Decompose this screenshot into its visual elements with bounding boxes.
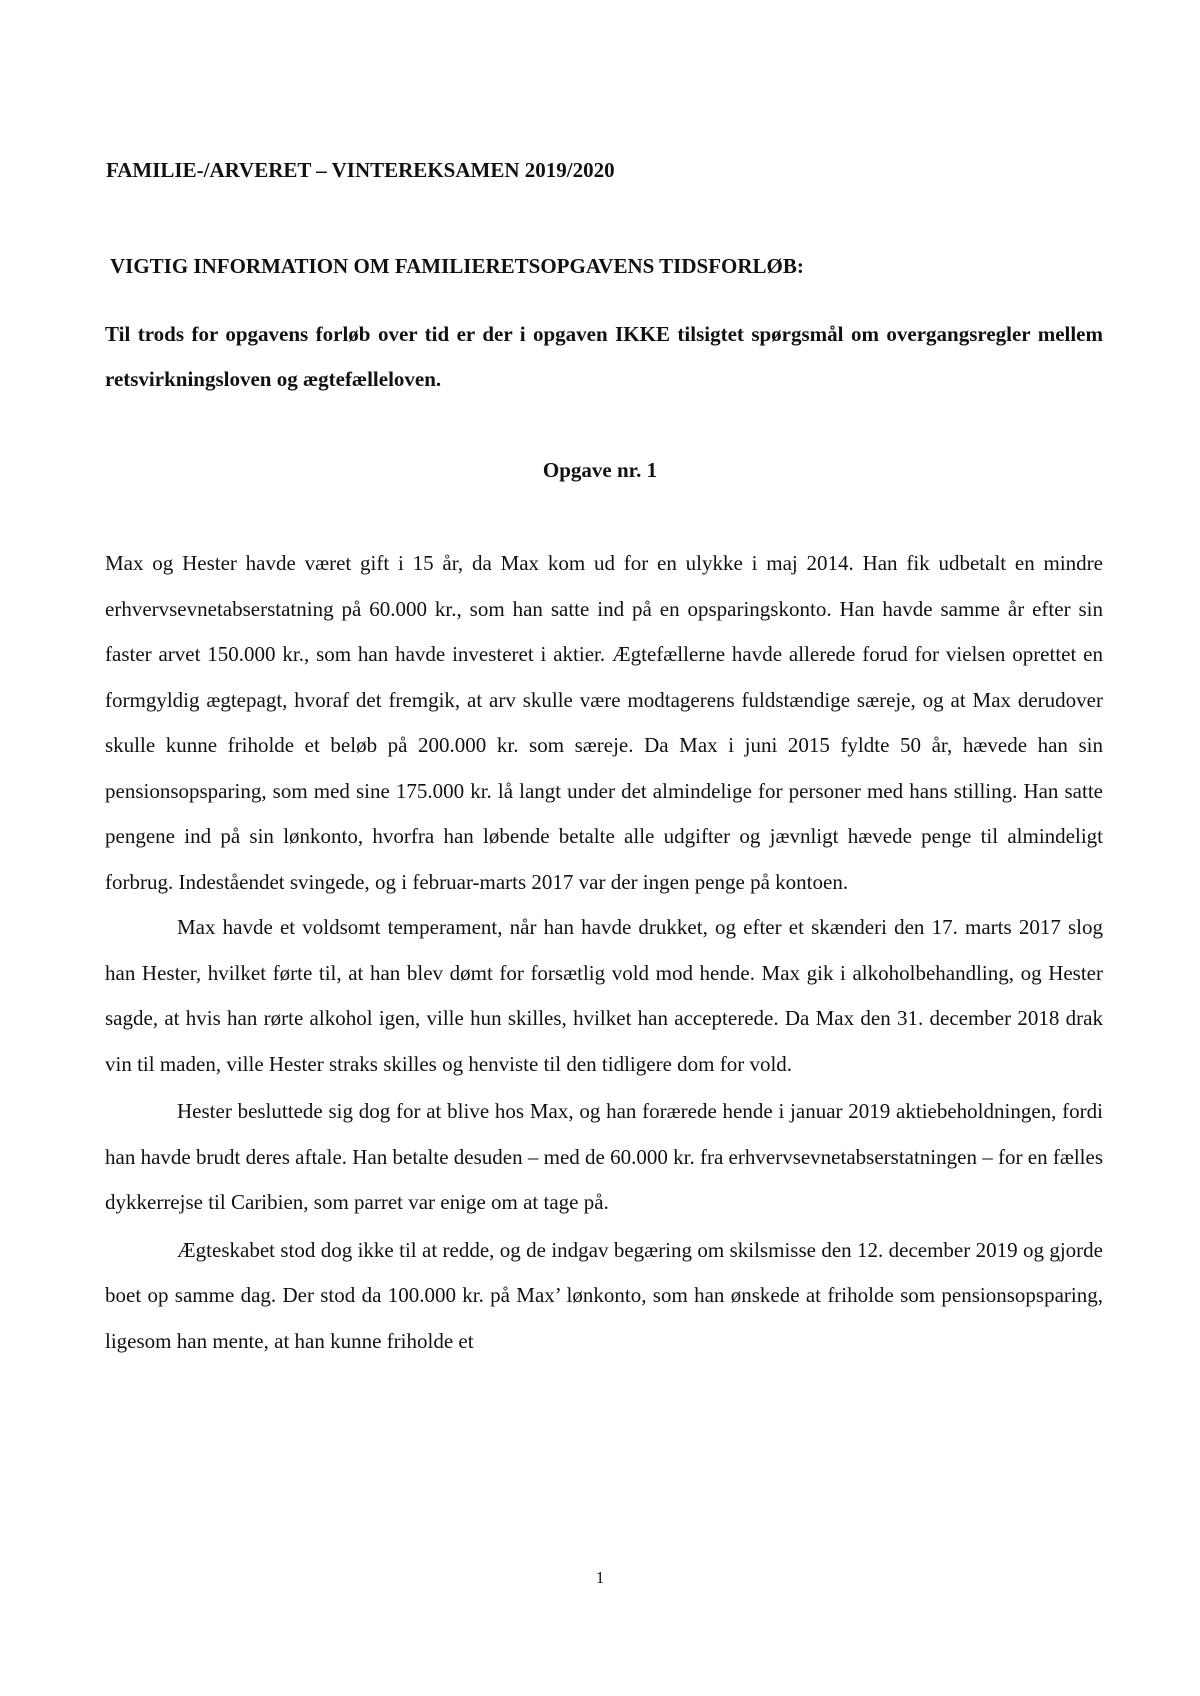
- case-paragraph-4: Ægteskabet stod dog ikke til at redde, og de indgav begæring om skilsmisse den 12. december 2019 og gjorde boet op samme dag. Der stod da 100.000 kr. på Max’ lønkonto, som han ønskede at friholde som pensionsopsparing, ligesom han mente, at han kunne friholde et: [105, 1237, 1103, 1353]
- case-paragraph-1: Max og Hester havde været gift i 15 år, da Max kom ud for en ulykke i maj 2014. Han fik udbetalt en mindre erhvervsevnetabserstatning på 60.000 kr., som han satte ind på en opsparingskonto. Han havde samme år efter sin faster arvet 150.000 kr., som han havde investeret i aktier. Ægtefællerne havde allerede forud for vielsen oprettet en formgyldig ægtepagt, hvoraf det fremgik, at arv skulle være modtagerens fuldstændige særeje, og at Max derudover skulle kunne friholde et beløb på 200.000 kr. som særeje. Da Max i juni 2015 fyldte 50 år, hævede han sin pensionsopsparing, som med sine 175.000 kr. lå langt under det almindelige for personer med hans stilling. Han satte pengene ind på sin lønkonto, hvorfra han løbende betalte alle udgifter og jævnligt hævede penge til almindeligt forbrug. Indeståendet svingede, og i februar-marts 2017 var der ingen penge på kontoen.: [105, 551, 1103, 894]
- case-paragraph-3: Hester besluttede sig dog for at blive hos Max, og han forærede hende i januar 2019 aktiebeholdningen, fordi han havde brudt deres aftale. Han betalte desuden – med de 60.000 kr. fra erhvervsevnetabserstatningen – for en fælles dykkerrejse til Caribien, som parret var enige om at tage på.: [105, 1099, 1103, 1214]
- notice-text: Til trods for opgavens forløb over tid er der i opgaven IKKE tilsigtet spørgsmål om overgangsregler mellem retsvirkningsloven og ægtefælleloven.: [105, 322, 1103, 391]
- case-text: [105, 541, 1103, 1364]
- document-title: FAMILIE-/ARVERET – VINTEREKSAMEN 2019/2020: [106, 158, 615, 182]
- task-heading: Opgave nr. 1: [542, 458, 658, 482]
- case-paragraph-2: Max havde et voldsomt temperament, når han havde drukket, og efter et skænderi den 17. marts 2017 slog han Hester, hvilket førte til, at han blev dømt for forsætlig vold mod hende. Max gik i alkoholbehandling, og Hester sagde, at hvis han rørte alkohol igen, ville hun skilles, hvilket han accepterede. Da Max den 31. december 2018 drak vin til maden, ville Hester straks skilles og henviste til den tidligere dom for vold.: [105, 915, 1103, 1076]
- page-number: 1: [595, 1568, 605, 1587]
- info-heading: VIGTIG INFORMATION OM FAMILIERETSOPGAVENS TIDSFORLØB:: [110, 254, 804, 278]
